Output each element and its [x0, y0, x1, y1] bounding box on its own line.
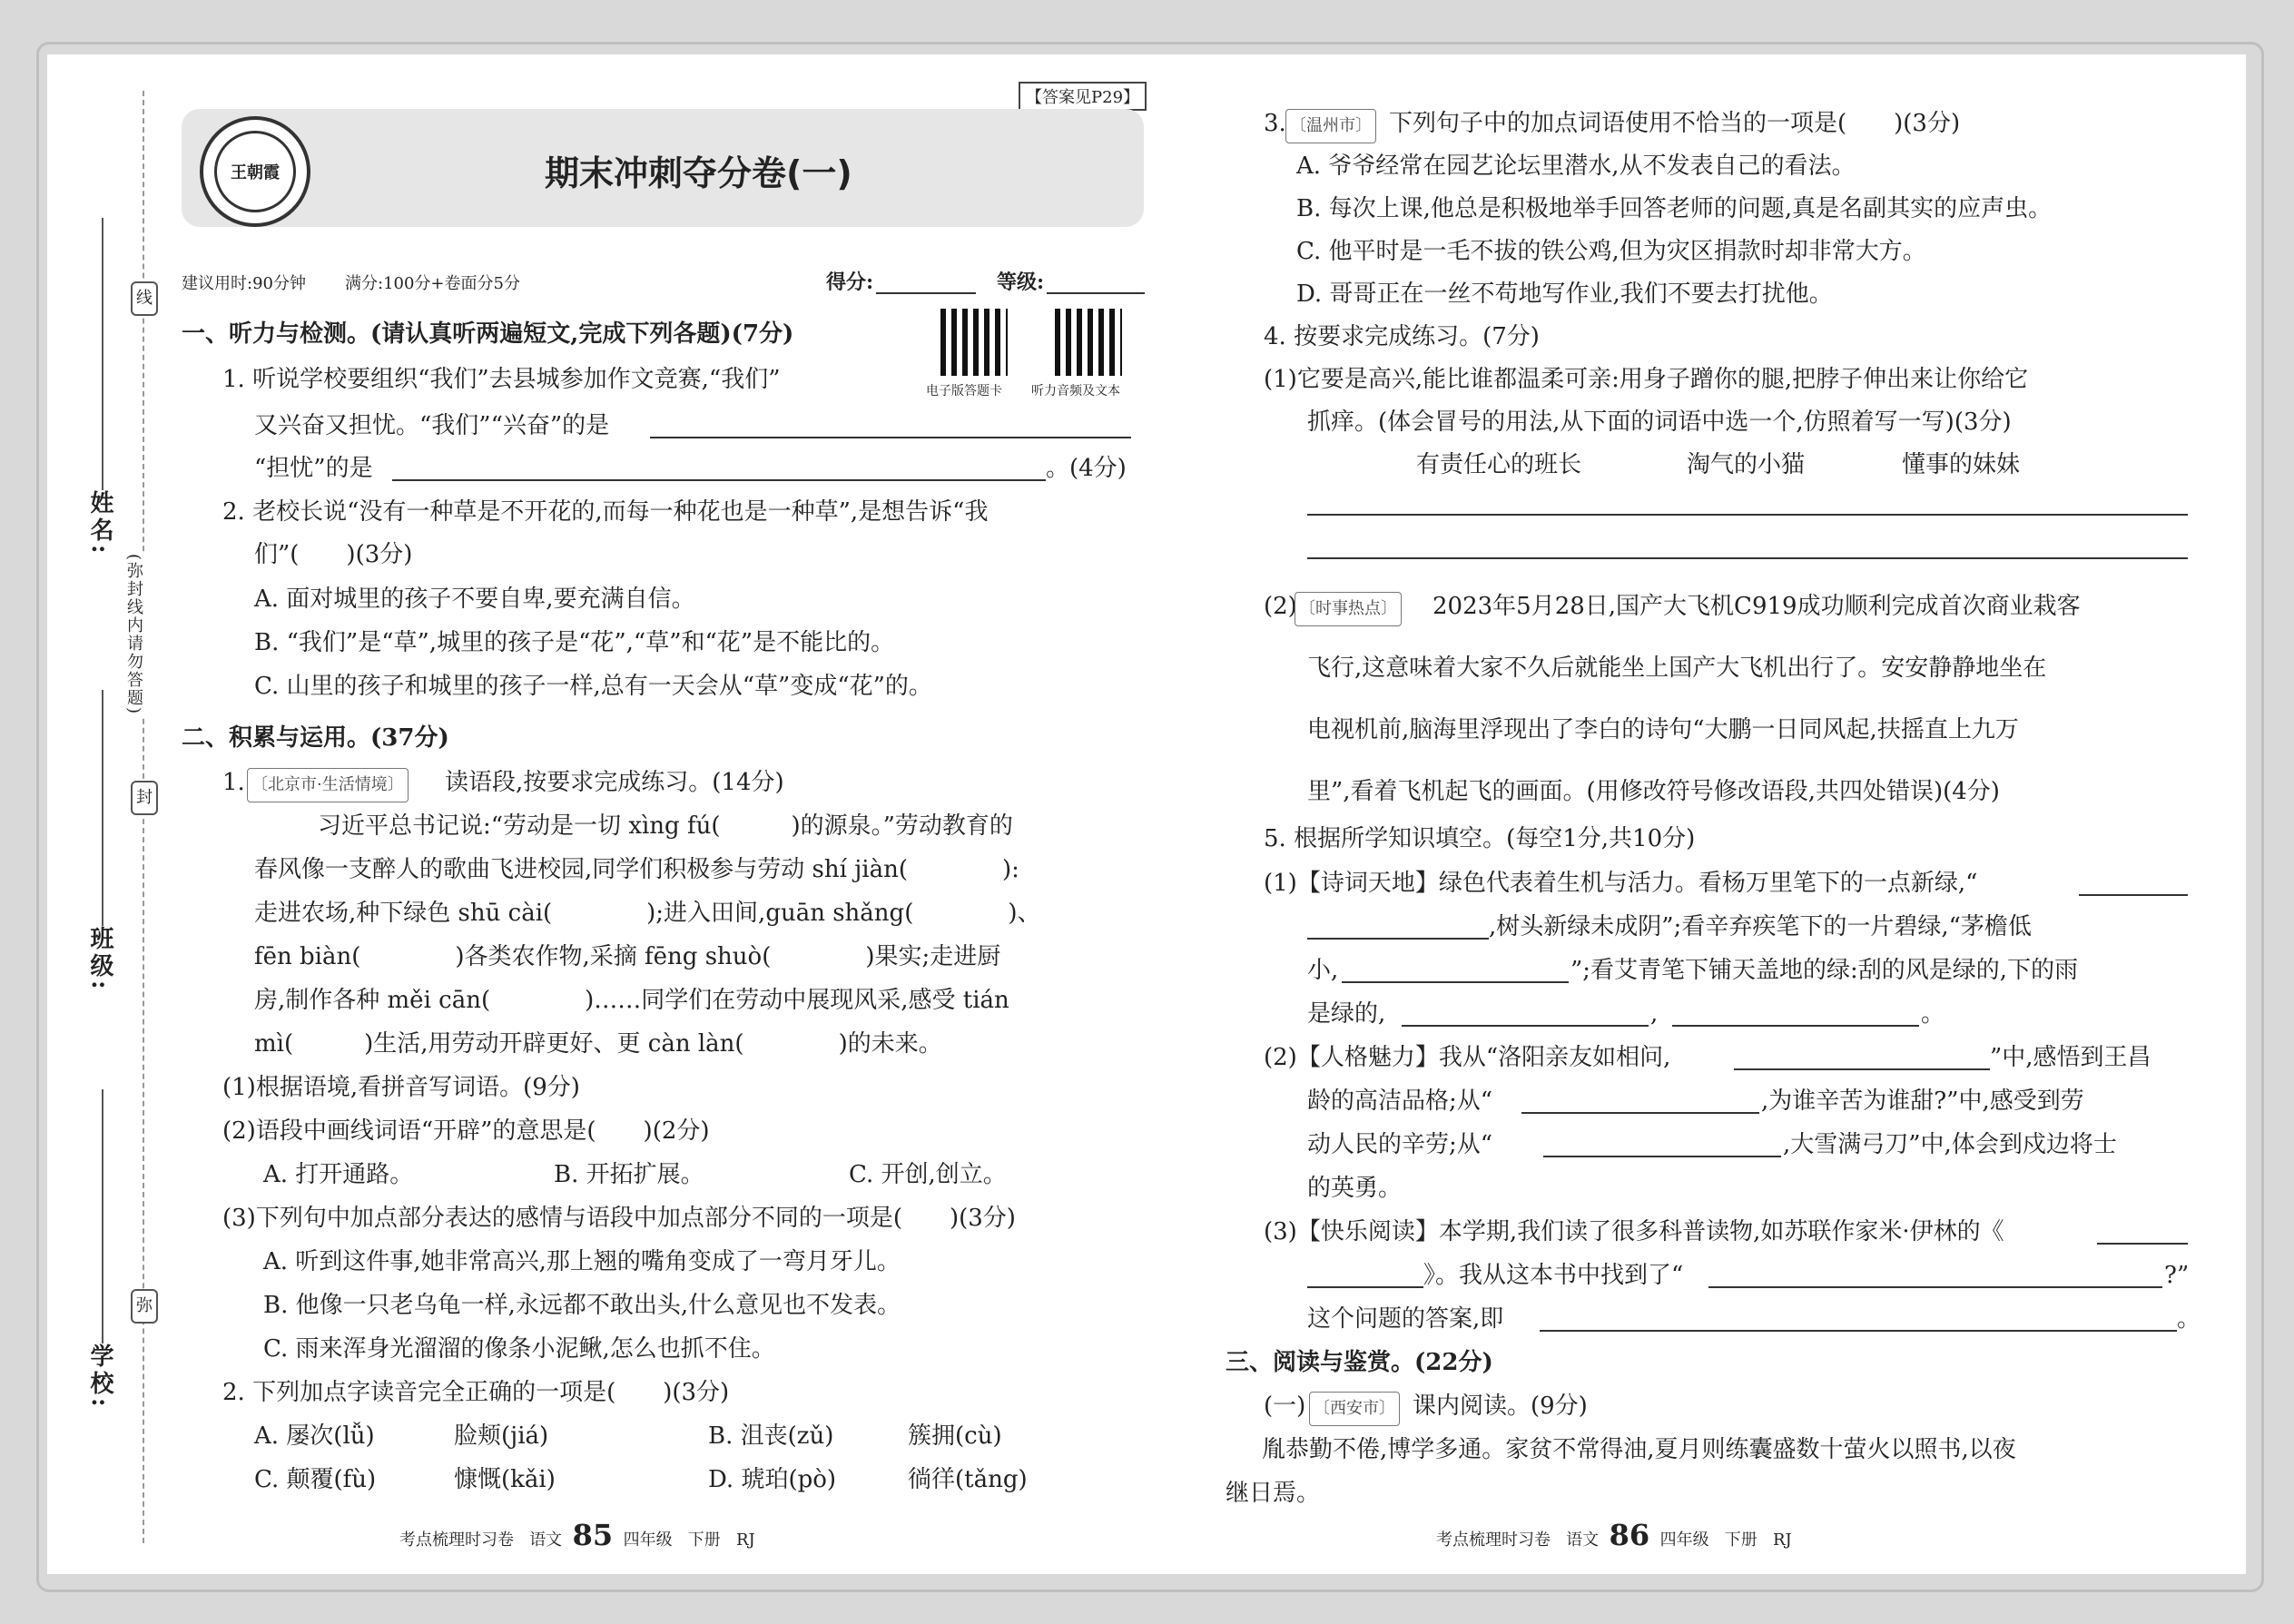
q2-choice-a2: 脸颊(jiá): [454, 1422, 549, 1450]
school-label: 学校:: [86, 1343, 113, 1411]
r-q4-text: 4. 按要求完成练习。(7分): [1264, 323, 1540, 350]
blank-2[interactable]: [1342, 981, 1569, 983]
q2-option-a[interactable]: A. 面对城里的孩子不要自卑,要充满自信。: [254, 586, 695, 613]
q2-choice-b1[interactable]: B. 沮丧(zǔ): [708, 1422, 834, 1450]
seal-xian: 线: [131, 281, 158, 316]
blank-7[interactable]: [1543, 1156, 1781, 1157]
class-label: 班级:: [86, 926, 113, 993]
school-field[interactable]: [102, 1089, 103, 1343]
s2-q1-sub1: (1)根据语境,看拼音写词语。(9分): [222, 1074, 580, 1101]
section-1-heading: 一、听力与检测。(请认真听两遍短文,完成下列各题)(7分): [182, 320, 794, 348]
q1-score: 。(4分): [1046, 455, 1127, 482]
footer-subject: 语文: [1566, 1530, 1600, 1550]
grade-label: 等级:: [997, 271, 1045, 294]
seal-note: (弥封线内请勿答题): [122, 554, 145, 715]
s2-q2-text: 2. 下列加点字读音完全正确的一项是( )(3分): [222, 1379, 730, 1406]
r-q5-sub2-3b: ,大雪满弓刀”中,体会到戍边将士: [1783, 1131, 2117, 1158]
word-choice-2[interactable]: 淘气的小猫: [1687, 451, 1806, 478]
q1-answer-line-1[interactable]: [650, 437, 1131, 438]
q1-text-2: 又兴奋又担忧。“我们”“兴奋”的是: [254, 412, 610, 439]
q2-text-2: 们”( )(3分): [254, 541, 413, 568]
r-q5-sub2-3a: 动人民的辛劳;从“: [1307, 1131, 1493, 1158]
r-q5-sub1-3a: 小,: [1307, 957, 1339, 984]
blank-8[interactable]: [2097, 1243, 2188, 1245]
page-number: 86: [1609, 1518, 1650, 1552]
blank-9[interactable]: [1708, 1286, 2162, 1288]
r-q5-sub2-2a: 龄的高洁品格;从“: [1307, 1088, 1493, 1115]
q2-option-c[interactable]: C. 山里的孩子和城里的孩子一样,总有一天会从“草”变成“花”的。: [254, 673, 932, 700]
r-q5-sub1-2: ,树头新绿未成阴”;看辛弃疾笔下的一片碧绿,“茅檐低: [1489, 913, 2032, 940]
right-footer: [1436, 1518, 1792, 1552]
exam-title: 期末冲刺夺分卷(一): [545, 153, 852, 193]
r-q5-sub2: (2)【人格魅力】我从“洛阳亲友如相问,: [1264, 1044, 1671, 1071]
brand-logo: [200, 116, 310, 227]
r-q4-sub2-line-3: 电视机前,脑海里浮现出了李白的诗句“大鹏一日同风起,扶摇直上九万: [1307, 716, 2019, 743]
q2-choice-b2: 簇拥(cù): [908, 1422, 1002, 1450]
r-q5-sub3-2: 》。我从这本书中找到了“: [1423, 1262, 1684, 1289]
meta-time: 建议用时:90分钟: [182, 274, 306, 293]
footer-series: 考点梳理时习卷: [399, 1530, 514, 1550]
r-q5-sub1: (1)【诗词天地】绿色代表着生机与活力。看杨万里笔下的一点新绿,“: [1264, 870, 1978, 897]
blank-4[interactable]: [1672, 1025, 1919, 1027]
blank-10[interactable]: [1540, 1330, 2177, 1332]
blank-3[interactable]: [1402, 1025, 1649, 1027]
r-q4-sub2-line-4: 里”,看着飞机起飞的画面。(用修改符号修改语段,共四处错误)(4分): [1307, 778, 2000, 805]
classical-text-line-1: 胤恭勤不倦,博学多通。家贫不常得油,夏月则练囊盛数十萤火以照书,以夜: [1262, 1436, 2016, 1463]
q1-text-3: “担忧”的是: [254, 455, 373, 482]
blank-1b[interactable]: [1307, 938, 1489, 940]
word-choice-1[interactable]: 有责任心的班长: [1416, 451, 1582, 478]
name-field[interactable]: [102, 218, 103, 490]
r-q4-write-line-2[interactable]: [1307, 557, 2188, 559]
region-tag-beijing: 〔北京市·生活情境〕: [247, 768, 409, 802]
qr-label-answer-card: 电子版答题卡: [926, 384, 1002, 399]
sub2-option-b[interactable]: B. 开拓扩展。: [554, 1161, 704, 1188]
r-q4-sub2-line-2: 飞行,这意味着大家不久后就能坐上国产大飞机出行了。安安静静地坐在: [1307, 655, 2047, 682]
r-q3-option-d[interactable]: D. 哥哥正在一丝不苟地写作业,我们不要去打扰他。: [1296, 281, 1833, 308]
left-footer: [399, 1518, 755, 1552]
footer-volume: 下册: [1724, 1530, 1757, 1550]
r-q5-text: 5. 根据所学知识填空。(每空1分,共10分): [1264, 825, 1696, 852]
score-field[interactable]: [876, 292, 976, 294]
r-q5-sub1-3b: ”;看艾青笔下铺天盖地的绿:刮的风是绿的,下的雨: [1570, 957, 2079, 984]
r-q5-sub2-4: 的英勇。: [1307, 1175, 1403, 1202]
q2-choice-c1[interactable]: C. 颠覆(fù): [254, 1466, 377, 1493]
s2-q1-sub3: (3)下列句中加点部分表达的感情与语段中加点部分不同的一项是( )(3分): [222, 1205, 1016, 1232]
r-q4-sub1: (1)它要是高兴,能比谁都温柔可亲:用身子蹭你的腿,把脖子伸出来让你给它: [1264, 366, 2029, 393]
blank-5[interactable]: [1734, 1068, 1990, 1070]
page-number: 85: [572, 1518, 614, 1552]
r-q5-sub1-4c: 。: [1921, 1000, 1945, 1028]
footer-edition: RJ: [735, 1530, 755, 1550]
section-3-heading: 三、阅读与鉴赏。(22分): [1226, 1349, 1493, 1376]
s2-q1-number: 1.: [222, 769, 245, 796]
footer-grade: 四年级: [1659, 1530, 1709, 1550]
r-q4-write-line-1[interactable]: [1307, 514, 2188, 516]
q2-option-b[interactable]: B. “我们”是“草”,城里的孩子是“花”,“草”和“花”是不能比的。: [254, 629, 895, 656]
footer-series: 考点梳理时习卷: [1436, 1530, 1551, 1550]
seal-feng: 封: [131, 781, 158, 815]
q2-choice-a1[interactable]: A. 屡次(lǚ): [254, 1422, 375, 1450]
meta-score-total: 满分:100分+卷面分5分: [345, 274, 520, 293]
r-q5-sub2-b: ”中,感悟到王昌: [1990, 1044, 2151, 1071]
r-s3-sub1-number: (一): [1264, 1393, 1306, 1420]
s2-q1-sub2: (2)语段中画线词语“开辟”的意思是( )(2分): [222, 1117, 710, 1145]
r-q5-sub3-3b: 。: [2177, 1305, 2201, 1333]
q1-answer-line-2[interactable]: [392, 479, 1046, 481]
logo-text: 王朝霞: [214, 131, 296, 212]
s2-q1-text: 读语段,按要求完成练习。(14分): [445, 769, 784, 796]
grade-field[interactable]: [1047, 292, 1145, 294]
passage-line-1: 习近平总书记说:“劳动是一切 xìng fú( )的源泉。”劳动教育的: [318, 812, 1013, 840]
qr-label-audio: 听力音频及文本: [1031, 384, 1120, 399]
passage-line-2: 春风像一支醉人的歌曲飞进校园,同学们积极参与劳动 shí jiàn( ):: [254, 856, 1019, 883]
q2-choice-c2: 慷慨(kǎi): [454, 1466, 556, 1493]
r-q5-sub1-4a: 是绿的,: [1307, 1000, 1386, 1028]
q2-choice-d2: 徜徉(tǎng): [908, 1466, 1028, 1493]
class-field[interactable]: [102, 690, 103, 926]
seal-mi: 弥: [131, 1289, 158, 1324]
r-q3-option-b[interactable]: B. 每次上课,他总是积极地举手回答老师的问题,真是名副其实的应声虫。: [1296, 195, 2053, 222]
r-q5-sub3: (3)【快乐阅读】本学期,我们读了很多科普读物,如苏联作家米·伊林的《: [1264, 1218, 2004, 1245]
classical-text-line-2: 继日焉。: [1226, 1480, 1321, 1507]
answer-reference: 【答案见P29】: [1019, 82, 1147, 111]
passage-line-3: 走进农场,种下绿色 shū cài( );进入田间,guān shǎng( )、: [254, 900, 1041, 927]
passage-line-6: mì( )生活,用劳动开辟更好、更 càn làn( )的未来。: [254, 1030, 942, 1058]
footer-grade: 四年级: [623, 1530, 673, 1550]
r-s3-sub1-text: 课内阅读。(9分): [1413, 1393, 1588, 1420]
blank-1[interactable]: [2079, 894, 2188, 896]
r-q3-number: 3.: [1264, 110, 1286, 137]
r-q4-sub2-number: (2): [1264, 593, 1297, 620]
r-q5-sub1-4b: ,: [1650, 1000, 1659, 1028]
r-q3-option-a[interactable]: A. 爷爷经常在园艺论坛里潜水,从不发表自己的看法。: [1296, 153, 1856, 180]
q1-text: 1. 听说学校要组织“我们”去县城参加作文竞赛,“我们”: [222, 366, 781, 393]
r-q4-sub2-line-1: 2023年5月28日,国产大飞机C919成功顺利完成首次商业栽客: [1433, 593, 2081, 620]
qr-answer-card-icon[interactable]: [940, 309, 1008, 376]
region-tag-wenzhou: 〔温州市〕: [1285, 109, 1376, 143]
q2-text: 2. 老校长说“没有一种草是不开花的,而每一种花也是一种草”,是想告诉“我: [222, 498, 989, 526]
sub3-option-c[interactable]: C. 雨来浑身光溜溜的像条小泥鳅,怎么也抓不住。: [263, 1335, 775, 1363]
current-events-tag: 〔时事热点〕: [1295, 592, 1402, 626]
r-q3-option-c[interactable]: C. 他平时是一毛不拔的铁公鸡,但为灾区捐款时却非常大方。: [1296, 238, 1926, 265]
sub2-option-c[interactable]: C. 开创,创立。: [849, 1161, 1007, 1188]
sub2-option-a[interactable]: A. 打开通路。: [263, 1161, 414, 1188]
footer-edition: RJ: [1772, 1530, 1792, 1550]
name-label: 姓名:: [86, 490, 113, 557]
passage-line-5: 房,制作各种 měi cān( )……同学们在劳动中展现风采,感受 tián: [254, 987, 1009, 1014]
q2-choice-d1[interactable]: D. 琥珀(pò): [708, 1466, 837, 1493]
passage-line-4: fēn biàn( )各类农作物,采摘 fēng shuò( )果实;走进厨: [254, 943, 1001, 970]
sub3-option-a[interactable]: A. 听到这件事,她非常高兴,那上翘的嘴角变成了一弯月牙儿。: [263, 1248, 901, 1275]
section-2-heading: 二、积累与运用。(37分): [182, 724, 449, 752]
sub3-option-b[interactable]: B. 他像一只老乌龟一样,永远都不敢出头,什么意见也不发表。: [263, 1292, 901, 1319]
r-q5-sub2-2b: ,为谁辛苦为谁甜?”中,感受到劳: [1761, 1088, 2084, 1115]
score-label: 得分:: [826, 271, 874, 294]
r-q4-sub1-2: 抓痒。(体会冒号的用法,从下面的词语中选一个,仿照着写一写)(3分): [1307, 408, 2012, 436]
blank-6[interactable]: [1521, 1112, 1759, 1114]
footer-subject: 语文: [529, 1530, 563, 1550]
word-choice-3[interactable]: 懂事的妹妹: [1902, 451, 2021, 478]
qr-audio-icon[interactable]: [1055, 309, 1122, 376]
region-tag-xian: 〔西安市〕: [1309, 1392, 1400, 1426]
r-q5-sub3-2b: ?”: [2164, 1262, 2190, 1289]
footer-volume: 下册: [687, 1530, 721, 1550]
r-q5-sub3-3: 这个问题的答案,即: [1307, 1305, 1504, 1333]
r-q3-text: 下列句子中的加点词语使用不恰当的一项是( )(3分): [1389, 110, 1961, 137]
blank-8b[interactable]: [1307, 1286, 1423, 1288]
